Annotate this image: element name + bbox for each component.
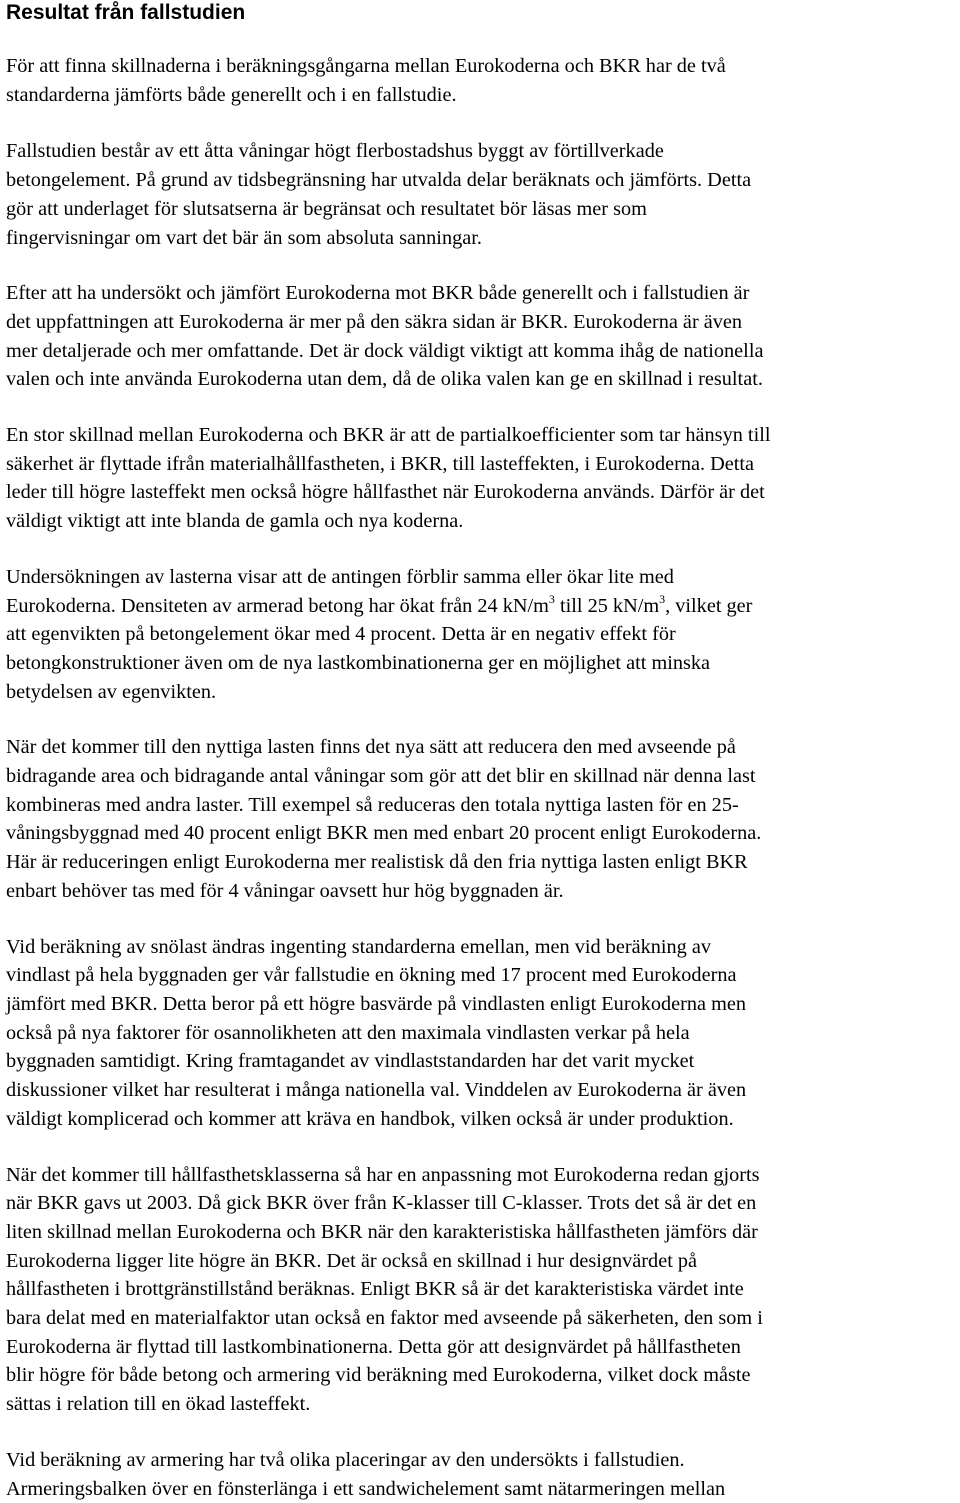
text-line: Eurokoderna ligger lite högre än BKR. Det är också en skillnad i hur designvärdet på — [6, 1249, 698, 1272]
text-line: betydelsen av egenvikten. — [6, 680, 217, 703]
text-segment: till 25 kN/m — [554, 594, 660, 617]
text-line: bara delat med en materialfaktor utan också en faktor med avseende på säkerheten, den som i — [6, 1307, 763, 1330]
text-line: kombineras med andra laster. Till exempel så reduceras den totala nyttiga lasten för en 25- — [6, 793, 739, 816]
text-line: sättas i relation till en ökad lasteffekt. — [6, 1393, 311, 1416]
paragraph-snow-wind — [6, 933, 958, 1134]
text-line: byggnaden samtidigt. Kring framtagandet av vindlaststandarden har det varit mycket — [6, 1050, 695, 1073]
text-line: En stor skillnad mellan Eurokoderna och BKR är att de partialkoefficienter som tar hänsyn till — [6, 424, 771, 447]
text-line: det uppfattningen att Eurokoderna är mer på den säkra sidan är BKR. Eurokoderna är även — [6, 310, 743, 333]
text-line: också på nya faktorer för osannolikheten att den maximala vindlasten verkar på hela — [6, 1021, 690, 1044]
text-line: standarderna jämförts både generellt och i en fallstudie. — [6, 83, 457, 106]
text-line: mer detaljerade och mer omfattande. Det är dock väldigt viktigt att komma ihåg de nationella — [6, 339, 764, 362]
text-line: När det kommer till hållfasthetsklasserna så har en anpassning mot Eurokoderna redan gjorts — [6, 1163, 760, 1186]
text-line: Efter att ha undersökt och jämfört Eurokoderna mot BKR både generellt och i fallstudien är — [6, 282, 750, 305]
text-line: När det kommer till den nyttiga lasten finns det nya sätt att reducera den med avseende på — [6, 736, 736, 759]
text-line: Vid beräkning av armering har två olika placeringar av den undersökts i fallstudien. — [6, 1448, 685, 1471]
text-line: betongelement. På grund av tidsbegränsning har utvalda delar beräknats och jämförts. Detta — [6, 169, 752, 192]
text-line: Eurokoderna är flyttad till lastkombinationerna. Detta gör att designvärdet på hållfastheten — [6, 1335, 741, 1358]
text-line: blir högre för både betong och armering vid beräkning med Eurokoderna, vilket dock måste — [6, 1364, 751, 1387]
text-line: väldigt komplicerad och kommer att kräva en handbok, vilken också är under produktion. — [6, 1107, 734, 1130]
paragraph-intro — [6, 52, 958, 109]
text-line: våningsbyggnad med 40 procent enligt BKR men med enbart 20 procent enligt Eurokoderna. — [6, 822, 762, 845]
section-heading: Resultat från fallstudien — [6, 1, 246, 24]
superscript: 3 — [548, 591, 555, 606]
text-line: Fallstudien består av ett åtta våningar högt flerbostadshus byggt av förtillverkade — [6, 140, 664, 163]
text-line: liten skillnad mellan Eurokoderna och BKR när den karakteristiska hållfastheten jämförs där — [6, 1220, 758, 1243]
text-line: bidragande area och bidragande antal våningar som gör att det blir en skillnad när denna last — [6, 765, 756, 788]
text-line: Här är reduceringen enligt Eurokoderna mer realistisk då den fria nyttiga lasten enligt BKR — [6, 851, 748, 874]
text-line: när BKR gavs ut 2003. Då gick BKR över från K-klasser till C-klasser. Trots det så är det en — [6, 1192, 757, 1215]
superscript: 3 — [659, 591, 666, 606]
text-line: jämfört med BKR. Detta beror på ett högre basvärde på vindlasten enligt Eurokoderna men — [6, 992, 747, 1015]
paragraph-reinforcement — [6, 1446, 958, 1503]
text-line: valen och inte använda Eurokoderna utan dem, då de olika valen kan ge en skillnad i resultat. — [6, 368, 763, 391]
text-line: att egenvikten på betongelement ökar med 4 procent. Detta är en negativ effekt för — [6, 623, 676, 646]
text-line: gör att underlaget för slutsatserna är begränsat och resultatet bör läsas mer som — [6, 197, 647, 220]
document-page — [6, 0, 958, 1503]
text-segment: Eurokoderna. Densiteten av armerad betong har ökat från 24 kN/m — [6, 594, 549, 617]
text-line: fingervisningar om vart det bär än som absoluta sanningar. — [6, 226, 482, 249]
text-line: Vid beräkning av snölast ändras ingenting standarderna emellan, men vid beräkning av — [6, 935, 712, 958]
text-line: säkerhet är flyttade ifrån materialhållfastheten, i BKR, till lasteffekten, i Eurokoderna. Detta — [6, 452, 755, 475]
text-line-with-units — [6, 592, 958, 621]
paragraph-loads — [6, 563, 958, 707]
text-line: betongkonstruktioner även om de nya lastkombinationerna ger en möjlighet att minska — [6, 651, 711, 674]
text-line: hållfastheten i brottgränstillstånd beräknas. Enligt BKR så är det karakteristiska värdet inte — [6, 1278, 744, 1301]
text-line: väldigt viktigt att inte blanda de gamla och nya koderna. — [6, 510, 464, 533]
paragraph-imposed-load — [6, 733, 958, 905]
paragraph-case-study — [6, 137, 958, 252]
paragraph-strength-classes — [6, 1161, 958, 1419]
text-line: leder till högre lasteffekt men också högre hållfasthet när Eurokoderna används. Därför är det — [6, 481, 765, 504]
text-line: diskussioner vilket har resulterat i många nationella val. Vinddelen av Eurokoderna är även — [6, 1079, 747, 1102]
text-segment: , vilket ger — [665, 594, 753, 617]
text-line: Undersökningen av lasterna visar att de antingen förblir samma eller ökar lite med — [6, 565, 674, 588]
text-line: Armeringsbalken över en fönsterlänga i ett sandwichelement samt nätarmeringen mellan — [6, 1477, 726, 1500]
paragraph-partial-coefficients — [6, 421, 958, 536]
text-line: vindlast på hela byggnaden ger vår fallstudie en ökning med 17 procent med Eurokoderna — [6, 964, 737, 987]
text-line: enbart behöver tas med för 4 våningar oavsett hur hög byggnaden är. — [6, 879, 564, 902]
paragraph-comparison — [6, 279, 958, 394]
text-line: För att finna skillnaderna i beräkningsgångarna mellan Eurokoderna och BKR har de två — [6, 55, 726, 77]
